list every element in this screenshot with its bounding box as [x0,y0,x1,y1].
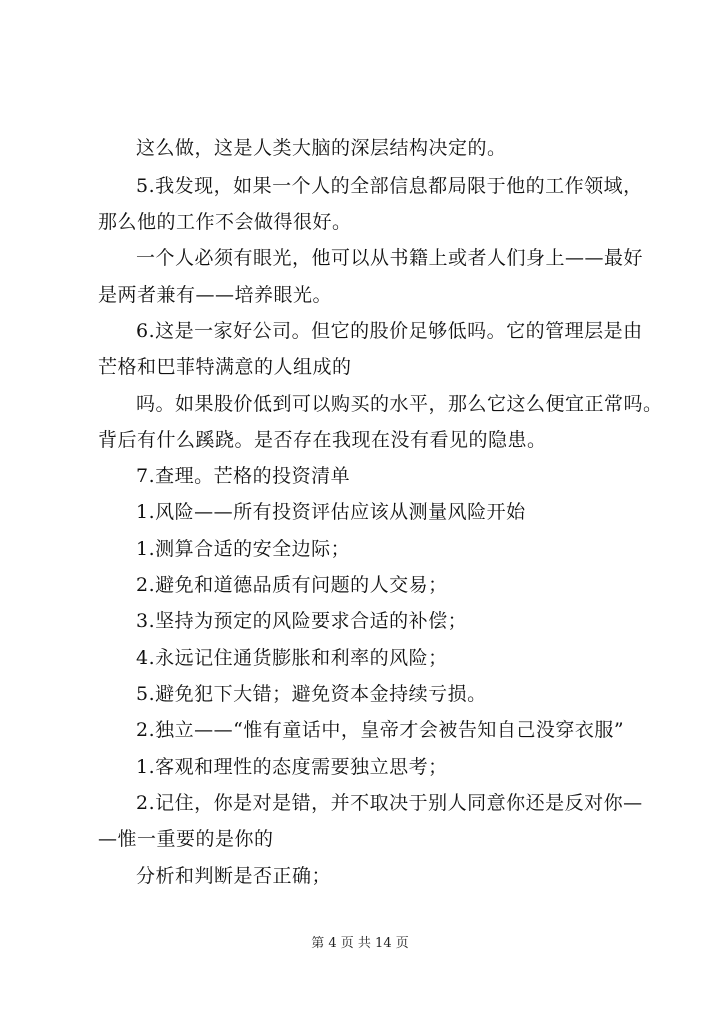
text-line: 一个人必须有眼光，他可以从书籍上或者人们身上——最好 [136,247,644,269]
text-line: 2.记住，你是对是错，并不取决于别人同意你还是反对你— [136,792,643,814]
text-line: 是两者兼有——培养眼光。 [98,284,333,306]
text-line: 背后有什么蹊跷。是否存在我现在没有看见的隐患。 [98,429,547,451]
text-line: 2.避免和道德品质有问题的人交易； [136,574,448,596]
text-line: 1.测算合适的安全边际； [136,538,351,560]
text-line: 吗。如果股价低到可以购买的水平，那么它这么便宜正常吗。 [136,393,663,415]
text-line: —惟一重要的是你的 [98,828,274,850]
text-line: 这么做，这是人类大脑的深层结构决定的。 [136,137,507,159]
text-line: 分析和判断是否正确； [136,865,332,887]
page-number-footer: 第 4 页 共 14 页 [311,936,409,951]
text-line: 2.独立——“惟有童话中，皇帝才会被告知自己没穿衣服” [136,719,625,741]
text-line: 1.客观和理性的态度需要独立思考； [136,756,448,778]
text-line: 芒格和巴菲特满意的人组成的 [98,356,352,378]
text-line: 7.查理。芒格的投资清单 [136,465,351,487]
text-line: 4.永远记住通货膨胀和利率的风险； [136,647,448,669]
text-line: 6.这是一家好公司。但它的股价足够低吗。它的管理层是由 [136,320,643,342]
text-line: 5.我发现，如果一个人的全部信息都局限于他的工作领域， [136,175,643,197]
text-line: 3.坚持为预定的风险要求合适的补偿； [136,610,468,632]
text-line: 那么他的工作不会做得很好。 [98,211,352,233]
text-line: 1.风险——所有投资评估应该从测量风险开始 [136,501,526,523]
text-line: 5.避免犯下大错；避免资本金持续亏损。 [136,683,487,705]
